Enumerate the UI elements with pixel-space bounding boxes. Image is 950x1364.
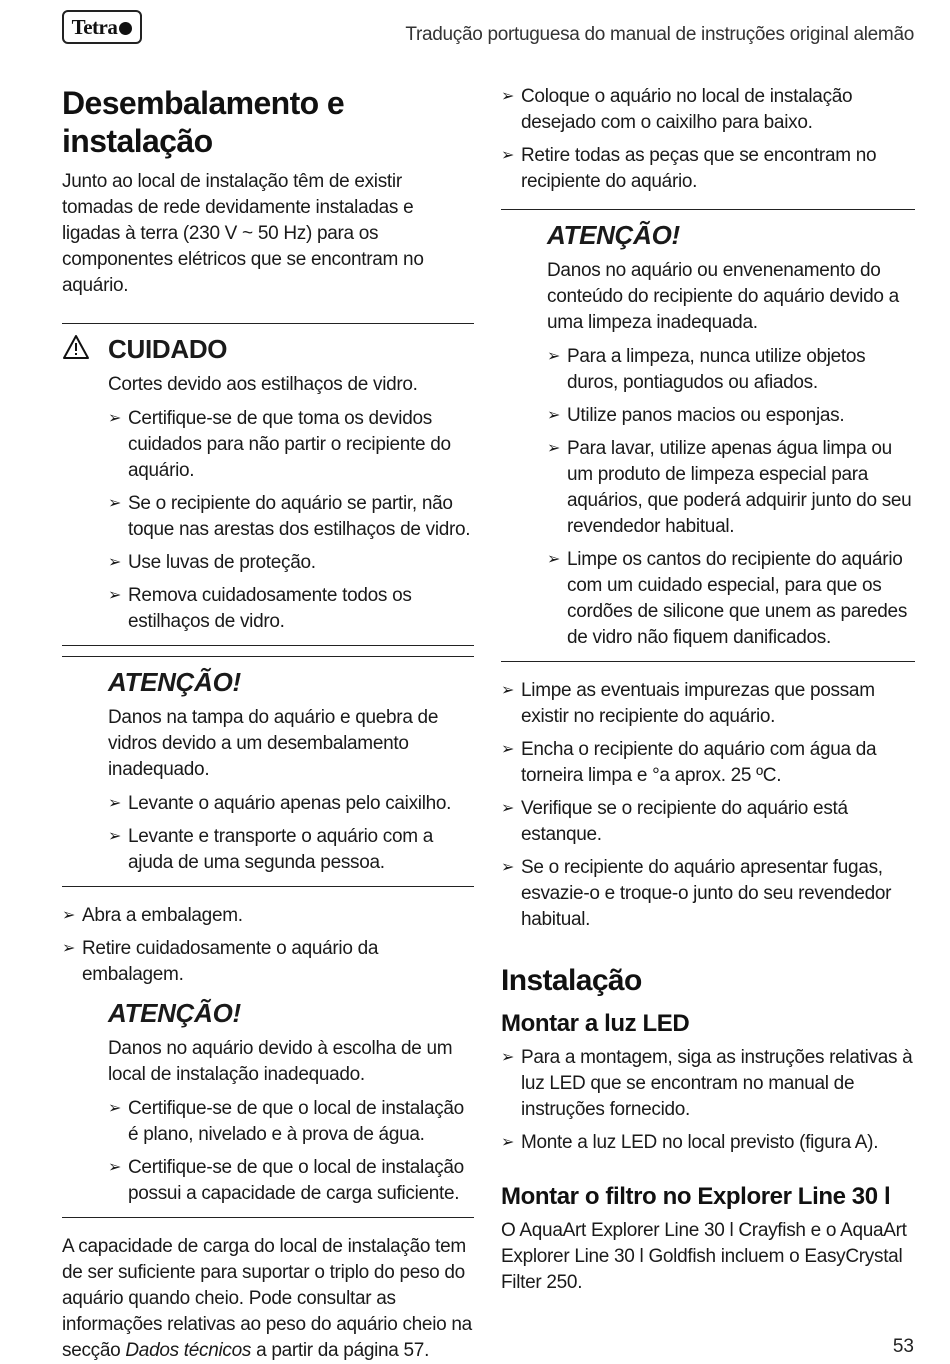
left-column: [62, 84, 474, 1364]
list-item: ➢ Levante e transporte o aquário com a ajuda de uma segunda pessoa.: [108, 825, 434, 873]
arrow-right-icon: ➢: [108, 1099, 122, 1117]
header-title: Tradução portuguesa do manual de instruções original alemão: [405, 24, 914, 45]
step-item: ➢ Verifique se o recipiente do aquário está estanque.: [501, 798, 848, 845]
arrow-right-icon: ➢: [501, 147, 515, 164]
step-item: ➢ Encha o recipiente do aquário com água da torneira limpa e °a aprox. 25 ºC.: [501, 739, 877, 786]
attention-description: Danos na tampa do aquário e quebra de vidros devido a um desembalamento inadequado.: [108, 706, 439, 780]
list-item: ➢ Para a limpeza, nunca utilize objetos duros, pontiagudos ou afiados.: [547, 346, 866, 393]
arrow-right-icon: ➢: [501, 741, 515, 758]
load-capacity-paragraph: A capacidade de carga do local de instalação tem de ser suficiente para suportar o triplo do peso do aquário quando cheio. Pode consultar as informações relativas ao peso do aquário cheio na secção Dados técnicos a partir da página 57.: [62, 1235, 472, 1361]
list-item: ➢ Remova cuidadosamente todos os estilhaços de vidro.: [108, 584, 412, 632]
attention-box-location: [62, 998, 474, 1218]
arrow-right-icon: ➢: [108, 827, 122, 845]
arrow-right-icon: ➢: [108, 409, 122, 427]
step-item: ➢ Para a montagem, siga as instruções relativas à luz LED que se encontram no manual de instruções fornecido.: [501, 1047, 913, 1120]
list-item: ➢ Para lavar, utilize apenas água limpa ou um produto de limpeza especial para aquários, que poderá adquirir junto do seu revendedor habitual.: [547, 438, 912, 537]
caution-title: CUIDADO: [108, 334, 474, 364]
arrow-right-icon: ➢: [501, 859, 515, 876]
attention-box-cleaning: [501, 209, 915, 662]
attention-box-unpacking: [62, 656, 474, 887]
arrow-right-icon: ➢: [501, 88, 515, 105]
arrow-right-icon: ➢: [547, 551, 561, 568]
attention-description: Danos no aquário ou envenenamento do conteúdo do recipiente do aquário devido a uma limpeza inadequada.: [547, 260, 899, 333]
step-item: ➢ Se o recipiente do aquário apresentar fugas, esvazie-o e troque-o junto do seu revendedor habitual.: [501, 857, 892, 930]
step-item: ➢ Abra a embalagem.: [62, 903, 474, 929]
arrow-right-icon: ➢: [62, 906, 76, 924]
section-heading-unpacking: Desembalamento e instalação: [62, 85, 345, 160]
arrow-right-icon: ➢: [547, 407, 561, 424]
filter-paragraph: O AquaArt Explorer Line 30 l Crayfish e o AquaArt Explorer Line 30 l Goldfish incluem o EasyCrystal Filter 250.: [501, 1220, 907, 1293]
step-item: ➢ Retire todas as peças que se encontram no recipiente do aquário.: [501, 145, 877, 192]
attention-description: Danos no aquário devido à escolha de um local de instalação inadequado.: [108, 1037, 453, 1085]
attention-title: ATENÇÃO!: [108, 666, 241, 697]
section-heading-installation: Instalação: [501, 964, 642, 997]
tetra-logo: Tetra: [62, 10, 142, 44]
attention-title: ATENÇÃO!: [547, 220, 680, 250]
list-item: ➢ Se o recipiente do aquário se partir, não toque nas arestas dos estilhaços de vidro.: [108, 492, 471, 540]
arrow-right-icon: ➢: [501, 1134, 515, 1151]
list-item: ➢ Certifique-se de que o local de instalação é plano, nivelado e à prova de água.: [108, 1097, 464, 1145]
arrow-right-icon: ➢: [501, 1049, 515, 1066]
caution-description: Cortes devido aos estilhaços de vidro.: [108, 373, 418, 395]
step-item: ➢ Limpe as eventuais impurezas que possam existir no recipiente do aquário.: [501, 680, 875, 727]
caution-box: [62, 323, 474, 646]
right-column: [501, 84, 915, 1296]
arrow-right-icon: ➢: [547, 348, 561, 365]
arrow-right-icon: ➢: [108, 794, 122, 812]
arrow-right-icon: ➢: [108, 553, 122, 571]
arrow-right-icon: ➢: [501, 800, 515, 817]
arrow-right-icon: ➢: [108, 1158, 122, 1176]
subheading-filter: Montar o filtro no Explorer Line 30 l: [501, 1183, 891, 1210]
step-item: ➢ Monte a luz LED no local previsto (figura A).: [501, 1130, 915, 1156]
list-item: ➢ Use luvas de proteção.: [108, 550, 474, 576]
arrow-right-icon: ➢: [62, 939, 76, 957]
list-item: ➢ Certifique-se de que toma os devidos cuidados para não partir o recipiente do aquário.: [108, 407, 451, 481]
arrow-right-icon: ➢: [547, 440, 561, 457]
intro-paragraph: Junto ao local de instalação têm de existir tomadas de rede devidamente instaladas e ligadas à terra (230 V ~ 50 Hz) para os componentes elétricos que se encontram no aquário.: [62, 170, 424, 296]
arrow-right-icon: ➢: [108, 586, 122, 604]
attention-title: ATENÇÃO!: [108, 997, 241, 1028]
list-item: ➢ Utilize panos macios ou esponjas.: [547, 403, 915, 429]
step-item: ➢ Coloque o aquário no local de instalação desejado com o caixilho para baixo.: [501, 86, 853, 133]
subheading-led: Montar a luz LED: [501, 1010, 690, 1037]
page-number: 53: [892, 1336, 914, 1357]
list-item: ➢ Certifique-se de que o local de instalação possui a capacidade de carga suficiente.: [108, 1156, 464, 1204]
step-item: ➢ Retire cuidadosamente o aquário da embalagem.: [62, 937, 379, 985]
list-item: ➢ Limpe os cantos do recipiente do aquário com um cuidado especial, para que os cordões de silicone que unem as paredes de vidro não fiquem danificados.: [547, 549, 908, 648]
arrow-right-icon: ➢: [108, 494, 122, 512]
warning-triangle-icon: [62, 334, 90, 366]
arrow-right-icon: ➢: [501, 682, 515, 699]
list-item: ➢ Levante o aquário apenas pelo caixilho.: [108, 791, 474, 817]
